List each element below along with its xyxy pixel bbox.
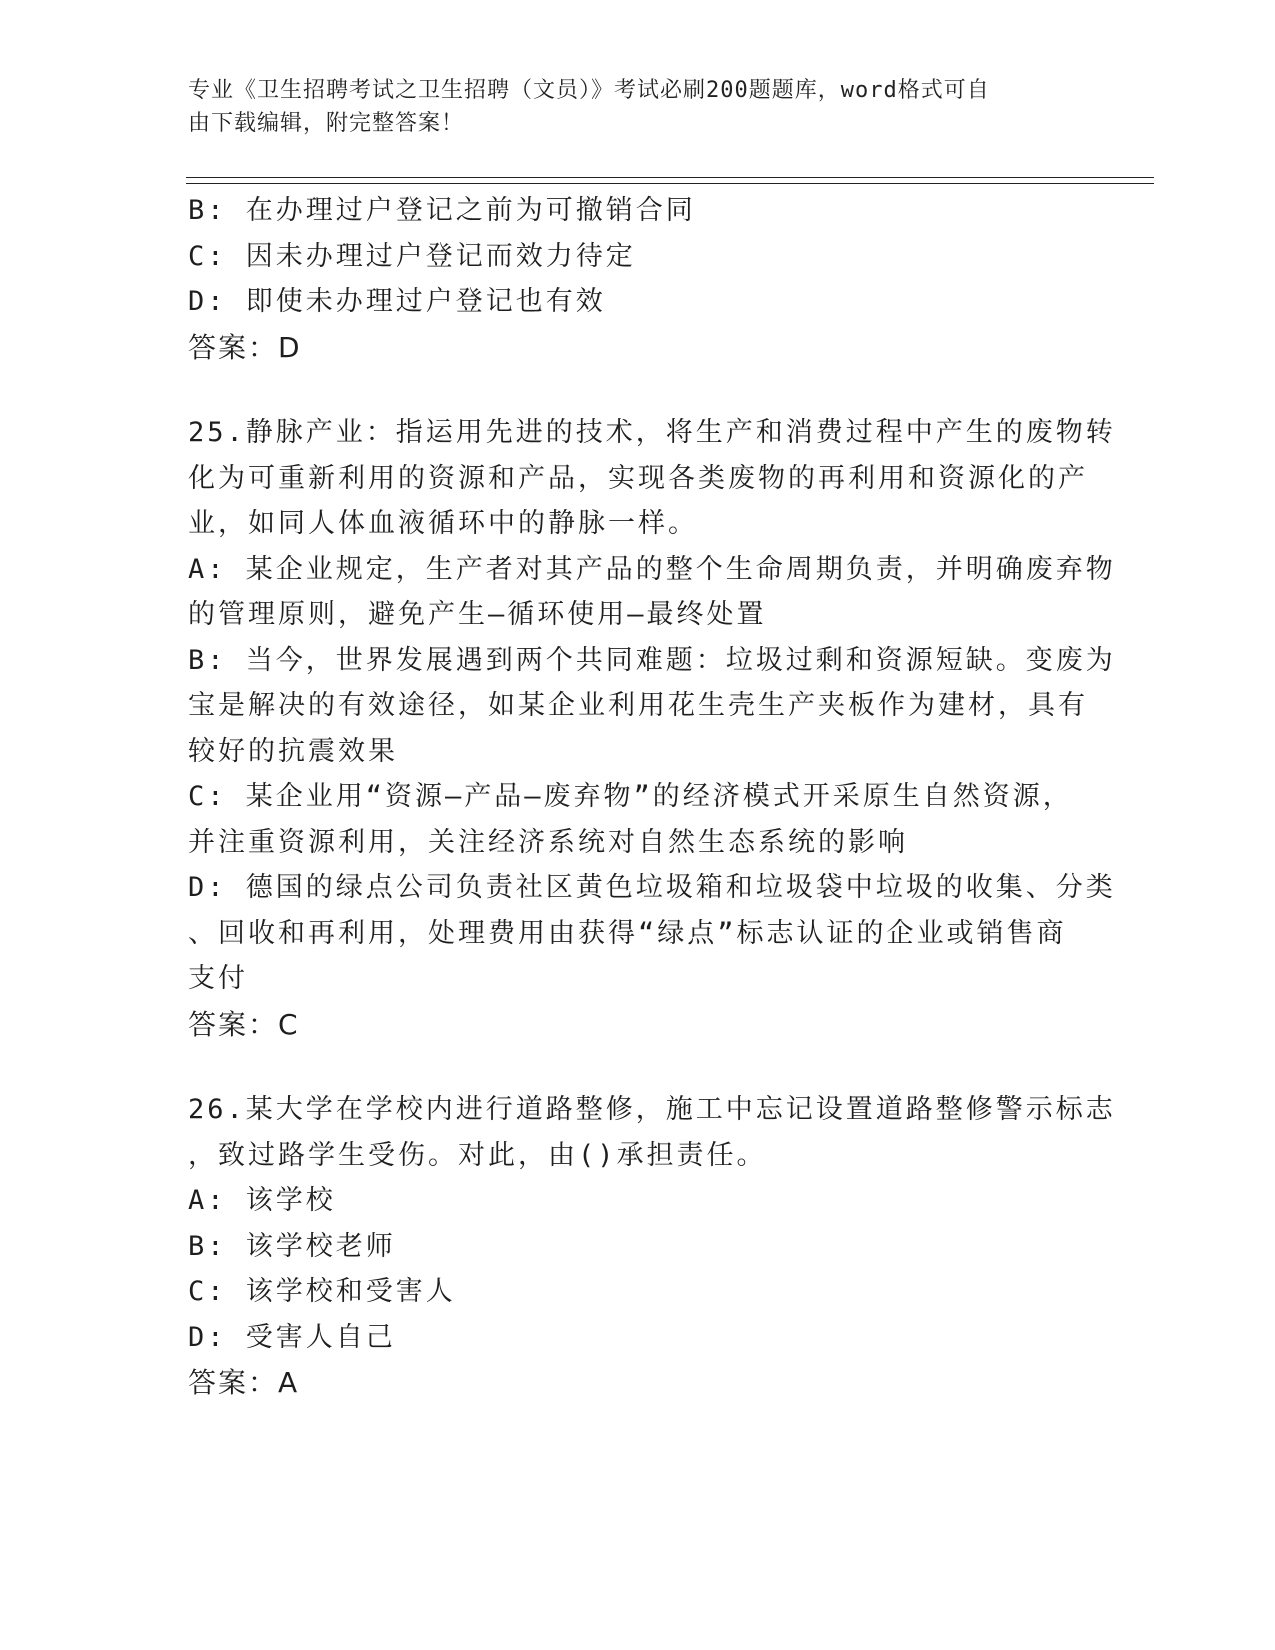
option-d: D: 德国的绿点公司负责社区黄色垃圾箱和垃圾袋中垃圾的收集、分类 xyxy=(188,872,1116,903)
question-spacer xyxy=(188,370,1088,410)
option-a: 的管理原则，避免产生—循环使用—最终处置 xyxy=(188,599,767,630)
option-d: D: 即使未办理过户登记也有效 xyxy=(188,286,606,317)
option-c: 并注重资源利用，关注经济系统对自然生态系统的影响 xyxy=(188,826,908,858)
option-b: 宝是解决的有效途径，如某企业利用花生壳生产夹板作为建材，具有 xyxy=(188,690,1088,721)
option-d: 支付 xyxy=(188,963,248,994)
answer: 答案：C xyxy=(188,1007,300,1041)
option-b: B: 该学校老师 xyxy=(188,1230,396,1262)
option-b: B: 当今，世界发展遇到两个共同难题：垃圾过剩和资源短缺。变废为 xyxy=(188,644,1116,676)
question-stem: 业，如同人体血液循环中的静脉一样。 xyxy=(188,508,698,539)
option-a: A: 该学校 xyxy=(188,1185,336,1216)
header-line-1: 专业《卫生招聘考试之卫生招聘（文员）》考试必刷200题题库，word格式可自 xyxy=(188,78,990,103)
header-divider-bottom xyxy=(186,183,1154,184)
option-c: C: 某企业用“资源—产品—废弃物”的经济模式开采原生自然资源， xyxy=(188,781,1073,812)
option-b: B: 在办理过户登记之前为可撤销合同 xyxy=(188,195,696,226)
option-c: C: 因未办理过户登记而效力待定 xyxy=(188,240,636,272)
question-26 xyxy=(188,1087,1116,1406)
answer: 答案：D xyxy=(188,330,302,364)
option-a: A: 某企业规定，生产者对其产品的整个生命周期负责，并明确废弃物 xyxy=(188,553,1116,585)
question-spacer xyxy=(188,1047,1088,1087)
question-stem: 25.静脉产业：指运用先进的技术，将生产和消费过程中产生的废物转 xyxy=(188,417,1116,448)
option-d: 、回收和再利用，处理费用由获得“绿点”标志认证的企业或销售商 xyxy=(188,917,1067,949)
option-b: 较好的抗震效果 xyxy=(188,735,398,767)
question-25 xyxy=(188,410,1116,1047)
option-d: D: 受害人自己 xyxy=(188,1321,396,1353)
question-24-tail xyxy=(188,188,1088,370)
answer: 答案：A xyxy=(188,1366,300,1399)
question-stem: 26.某大学在学校内进行道路整修，施工中忘记设置道路整修警示标志 xyxy=(188,1094,1116,1125)
header-divider-top xyxy=(186,177,1154,178)
document-body xyxy=(188,188,1116,1406)
header-line-2: 由下载编辑，附完整答案！ xyxy=(188,111,465,136)
document-header xyxy=(188,74,1068,140)
question-stem: ，致过路学生受伤。对此，由()承担责任。 xyxy=(188,1139,767,1171)
question-stem: 化为可重新利用的资源和产品，实现各类废物的再利用和资源化的产 xyxy=(188,462,1088,494)
option-c: C: 该学校和受害人 xyxy=(188,1276,456,1307)
